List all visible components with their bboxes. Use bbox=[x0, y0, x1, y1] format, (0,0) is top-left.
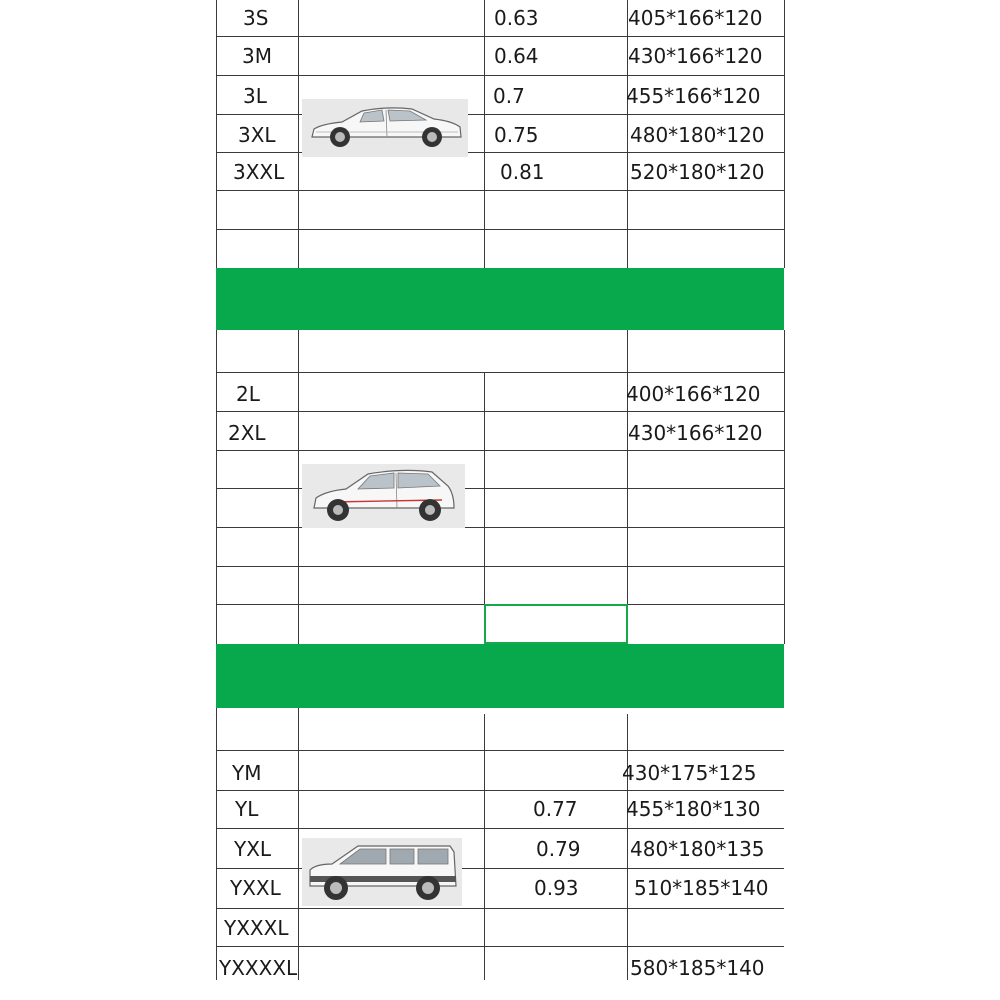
grid-hline bbox=[216, 908, 784, 909]
size-label: 3M bbox=[242, 44, 272, 68]
grid-hline bbox=[216, 411, 784, 412]
grid-hline bbox=[216, 566, 784, 567]
hatchback-icon bbox=[302, 464, 465, 528]
highlighted-cell bbox=[484, 604, 628, 644]
size-label: YXXXL bbox=[224, 916, 289, 940]
dimension-value: 430*166*120 bbox=[628, 44, 763, 68]
grid-vline-size bbox=[216, 708, 217, 980]
grid-vline-weight bbox=[484, 0, 485, 268]
weight-value: 0.77 bbox=[533, 797, 578, 821]
grid-vline-size bbox=[216, 0, 217, 268]
size-label: YM bbox=[232, 761, 262, 785]
dimension-value: 455*180*130 bbox=[626, 797, 761, 821]
grid-vline-image bbox=[298, 330, 299, 644]
sedan-icon bbox=[302, 99, 468, 157]
size-label: YXXL bbox=[230, 876, 281, 900]
size-label: 2L bbox=[236, 382, 260, 406]
grid-vline-image bbox=[298, 708, 299, 980]
grid-vline-dims bbox=[627, 0, 628, 268]
grid-hline bbox=[216, 36, 784, 37]
grid-vline-weight bbox=[484, 714, 485, 980]
grid-vline-right bbox=[784, 0, 785, 268]
dimension-value: 510*185*140 bbox=[634, 876, 769, 900]
grid-hline bbox=[216, 450, 784, 451]
weight-value: 0.63 bbox=[494, 6, 539, 30]
weight-value: 0.81 bbox=[500, 160, 545, 184]
grid-vline-size bbox=[216, 330, 217, 644]
size-label: 2XL bbox=[228, 421, 266, 445]
grid-vline-dims bbox=[627, 330, 628, 644]
grid-hline bbox=[216, 750, 784, 751]
size-label: 3XXL bbox=[233, 160, 285, 184]
weight-value: 0.64 bbox=[494, 44, 539, 68]
dimension-value: 430*166*120 bbox=[628, 421, 763, 445]
weight-value: 0.75 bbox=[494, 123, 539, 147]
size-label: 3S bbox=[243, 6, 269, 30]
grid-hline bbox=[216, 790, 784, 791]
grid-hline bbox=[216, 828, 784, 829]
size-label: 3XL bbox=[238, 123, 276, 147]
dimension-value: 455*166*120 bbox=[626, 84, 761, 108]
size-label: YXXXXL bbox=[219, 956, 298, 980]
suv-icon bbox=[302, 838, 462, 906]
dimension-value: 580*185*140 bbox=[630, 956, 765, 980]
green-separator-band bbox=[216, 268, 784, 330]
weight-value: 0.7 bbox=[493, 84, 525, 108]
dimension-value: 405*166*120 bbox=[628, 6, 763, 30]
dimension-value: 520*180*120 bbox=[630, 160, 765, 184]
weight-value: 0.93 bbox=[534, 876, 579, 900]
grid-hline bbox=[216, 190, 784, 191]
dimension-value: 430*175*125 bbox=[622, 761, 757, 785]
weight-value: 0.79 bbox=[536, 837, 581, 861]
size-label: YL bbox=[235, 797, 259, 821]
dimension-value: 480*180*135 bbox=[630, 837, 765, 861]
dimension-value: 400*166*120 bbox=[626, 382, 761, 406]
grid-hline bbox=[216, 946, 784, 947]
green-separator-band bbox=[216, 644, 784, 708]
size-label: 3L bbox=[243, 84, 267, 108]
grid-hline bbox=[216, 229, 784, 230]
grid-vline-right bbox=[784, 330, 785, 644]
grid-hline bbox=[216, 75, 784, 76]
dimension-value: 480*180*120 bbox=[630, 123, 765, 147]
grid-vline-image bbox=[298, 0, 299, 268]
grid-hline bbox=[216, 372, 784, 373]
grid-vline-dims bbox=[627, 714, 628, 980]
size-label: YXL bbox=[234, 837, 272, 861]
